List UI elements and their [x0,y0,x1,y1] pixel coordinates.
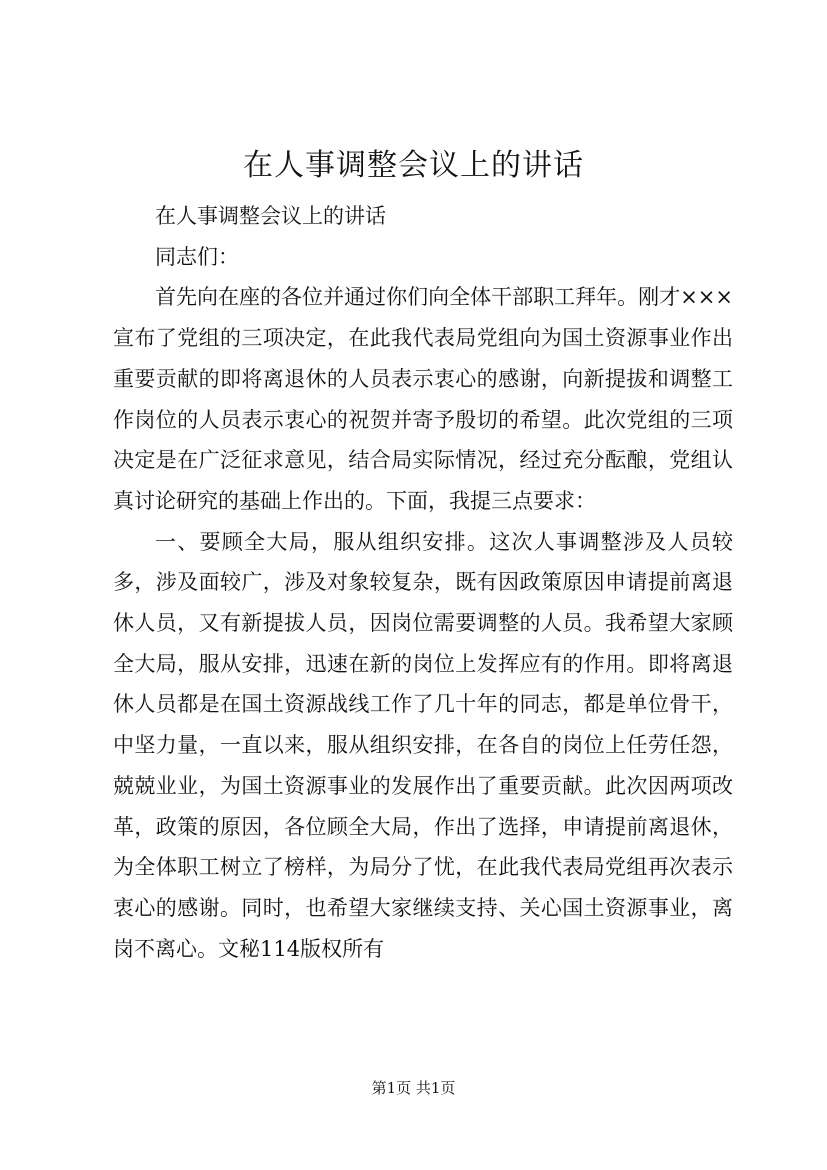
paragraph-subtitle: 在人事调整会议上的讲话 [155,204,386,228]
paragraph-intro: 首先向在座的各位并通过你们向全体干部职工拜年。刚才×××宣布了党组的三项决定，在此我代表局党组向为国土资源事业作出重要贡献的即将离退休的人员表示衷心的感谢，向新提拔和调整工作岗位的人员表示衷心的祝贺并寄予殷切的希望。此次党组的三项决定是在广泛征求意见，结合局实际情况，经过充分酝酿，党组认真讨论研究的基础上作出的。下面，我提三点要求： [113,285,733,513]
paragraph-salutation: 同志们： [155,244,239,269]
page-footer: 第1页 共1页 [371,1079,456,1097]
document-body [113,196,733,969]
paragraph-point-one: 一、要顾全大局，服从组织安排。这次人事调整涉及人员较多，涉及面较广，涉及对象较复杂，既有因政策原因申请提前离退休人员，又有新提拔人员，因岗位需要调整的人员。我希望大家顾全大局，服从安排，迅速在新的岗位上发挥应有的作用。即将离退休人员都是在国土资源战线工作了几十年的同志，都是单位骨干，中坚力量，一直以来，服从组织安排，在各自的岗位上任劳任怨，兢兢业业，为国土资源事业的发展作出了重要贡献。此次因两项改革，政策的原因，各位顾全大局，作出了选择，申请提前离退休，为全体职工树立了榜样，为局分了忧，在此我代表局党组再次表示衷心的感谢。同时，也希望大家继续支持、关心国土资源事业，离岗不离心。文秘114版权所有 [113,529,733,961]
document-title: 在人事调整会议上的讲话 [243,148,584,183]
